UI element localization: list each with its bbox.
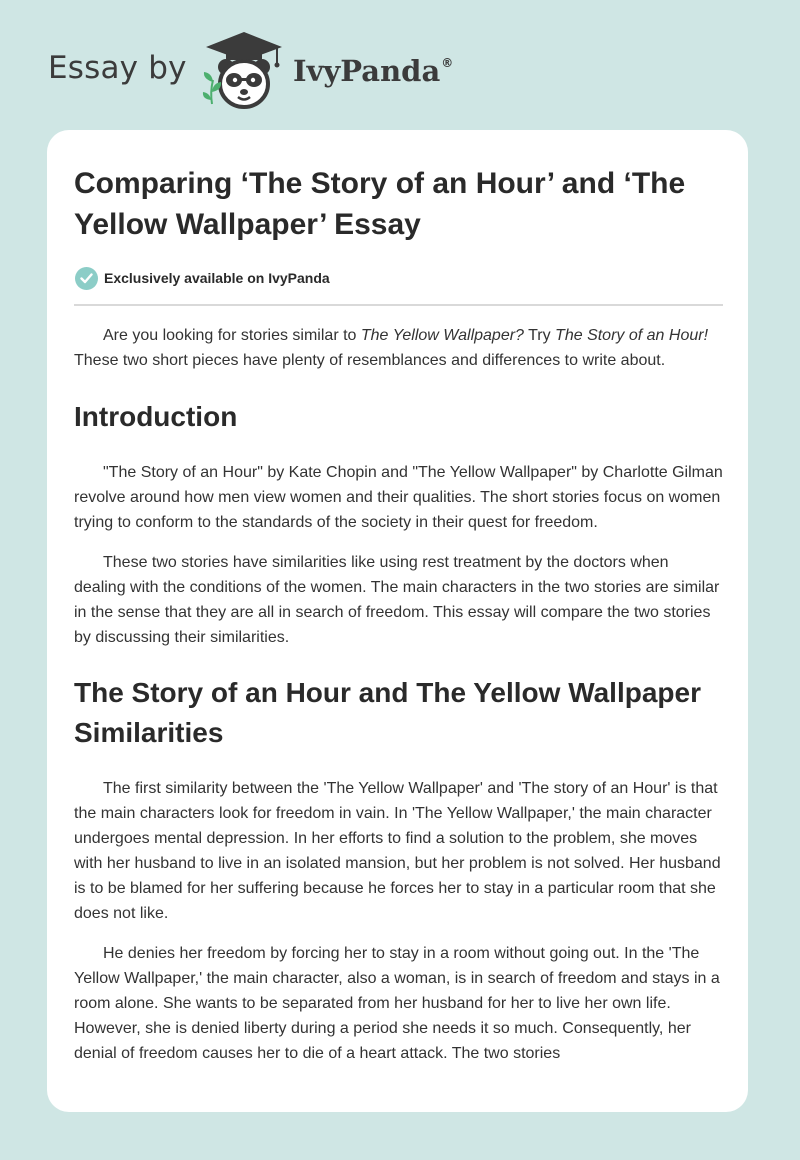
exclusive-label: Exclusively available on IvyPanda (104, 270, 330, 286)
section-heading-introduction: Introduction (74, 401, 238, 432)
registered-mark: ® (441, 56, 454, 70)
article-title: Comparing ‘The Story of an Hour’ and ‘The Yellow Wallpaper’ Essay (74, 167, 686, 241)
similarities-paragraph-1: The first similarity between the 'The Yellow Wallpaper' and 'The story of an Hour' is that the main characters look for freedom in vain. In 'The Yellow Wallpaper,' the main character undergoes mental depression. In her efforts to find a solution to the problem, she moves with her husband to live in an isolated mansion, but her problem is not solved. Her husband is to be blamed for her suffering because he forces her to stay in a particular room that she does not like. (74, 780, 721, 922)
similarities-paragraph-2: He denies her freedom by forcing her to stay in a room without going out. In the 'The Yellow Wallpaper,' the main character, also a woman, is in search of freedom and stays in a room alone. She wants to be separated from her husband for her to live her own life. However, she is denied liberty during a period she needs it so much. Consequently, her denial of freedom causes her to die of a heart attack. The two stories (74, 945, 720, 1062)
brand-text: IvyPanda (293, 54, 441, 88)
article-content (74, 163, 723, 1066)
lead-title-yellow-wallpaper: The Yellow Wallpaper? (360, 327, 524, 344)
introduction-paragraph-1: "The Story of an Hour" by Kate Chopin and "The Yellow Wallpaper" by Charlotte Gilman revolve around how men view women and their qualities. The short stories focus on women trying to conform to the standards of the society in their quest for freedom. (74, 464, 723, 531)
logo-link[interactable] (202, 30, 286, 112)
exclusive-badge (74, 264, 723, 292)
lead-text-1: Are you looking for stories similar to (103, 327, 361, 344)
site-header (0, 0, 800, 130)
brand-name (293, 54, 453, 88)
divider (74, 304, 723, 306)
essay-by-label: Essay by (48, 50, 187, 86)
ivy-leaf-icon (200, 70, 224, 106)
lead-paragraph (74, 323, 723, 373)
lead-text-2: Try (523, 327, 556, 344)
lead-title-story-of-an-hour: The Story of an Hour! (555, 327, 709, 344)
lead-text-3: These two short pieces have plenty of resemblances and differences to write about. (74, 352, 666, 369)
introduction-paragraph-2: These two stories have similarities like using rest treatment by the doctors when dealing with the conditions of the women. The main characters in the two stories are similar in the sense that they are all in search of freedom. This essay will compare the two stories by discussing their similarities. (74, 554, 720, 646)
check-circle-icon (75, 267, 98, 290)
section-heading-similarities: The Story of an Hour and The Yellow Wallpaper Similarities (74, 677, 701, 748)
article-card (47, 130, 748, 1112)
